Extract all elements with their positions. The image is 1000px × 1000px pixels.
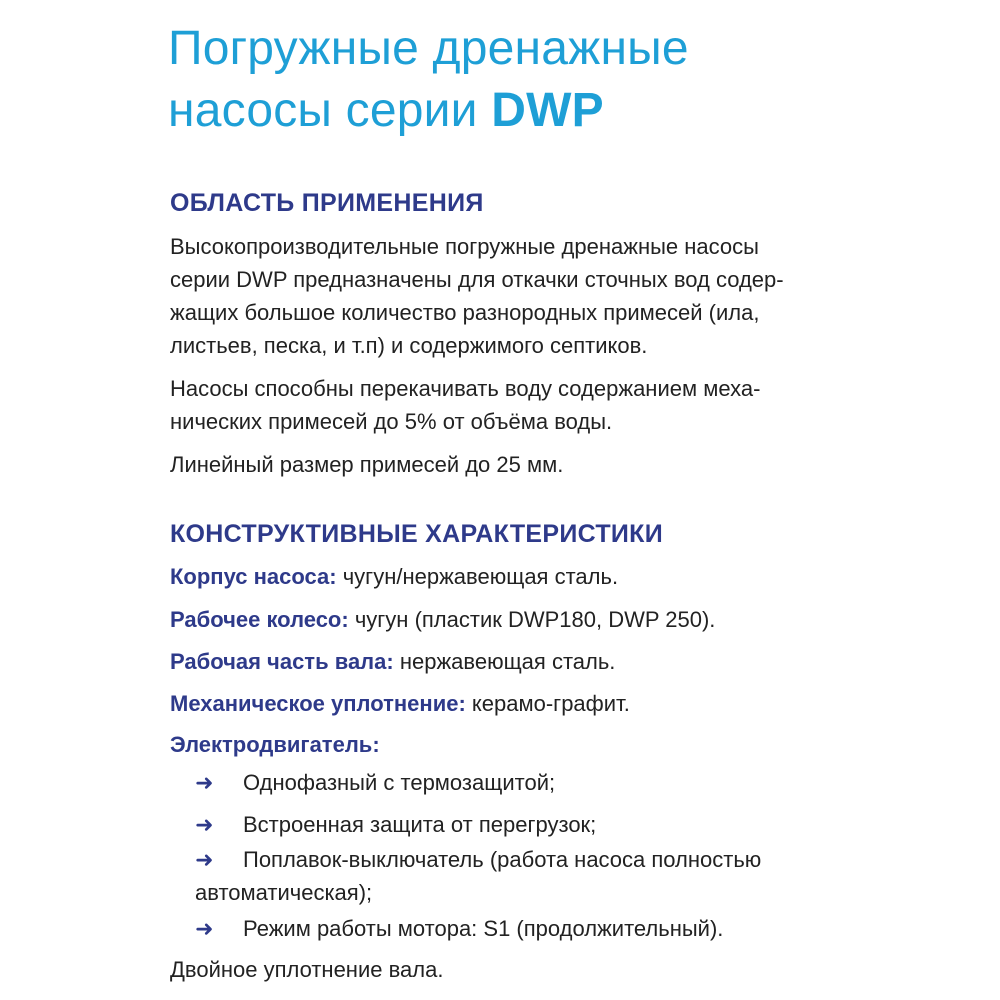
spec-value: керамо-графит. [465,691,630,716]
paragraph-line: нических примесей до 5% от объёма воды. [170,409,613,434]
paragraph-line: Линейный размер примесей до 25 мм. [170,452,564,477]
motor-feature-text-continued: автоматическая); [195,880,373,905]
application-heading: ОБЛАСТЬ ПРИМЕНЕНИЯ [170,189,484,217]
arrow-right-icon: ➜ [195,812,214,837]
motor-feature-text: Поплавок-выключатель (работа насоса полностью [243,847,762,872]
paragraph-line: Насосы способны перекачивать воду содержанием меха- [170,376,761,401]
application-paragraph-1 [170,230,970,362]
spec-label: Рабочая часть вала: [170,649,394,674]
arrow-right-icon: ➜ [195,770,214,795]
arrow-right-icon: ➜ [195,847,214,872]
motor-feature-item [195,843,895,909]
paragraph-line: Высокопроизводительные погружные дренажные насосы [170,234,759,259]
motor-feature-text: Встроенная защита от перегрузок; [243,812,597,837]
title-series-name: DWP [491,84,604,137]
paragraph-line: листьев, песка, и т.п) и содержимого септиков. [170,333,648,358]
title-line-1: Погружные дренажные [168,22,689,75]
spec-label: Механическое уплотнение: [170,691,466,716]
motor-feature-text: Режим работы мотора: S1 (продолжительный). [243,916,724,941]
design-heading: КОНСТРУКТИВНЫЕ ХАРАКТЕРИСТИКИ [170,520,664,548]
spec-value: чугун/нержавеющая сталь. [336,564,619,589]
spec-impeller [170,605,970,635]
application-paragraph-3 [170,448,970,481]
spec-label: Электродвигатель: [170,732,380,757]
design-footer-note: Двойное уплотнение вала. [170,957,444,982]
spec-value: нержавеющая сталь. [393,649,616,674]
paragraph-line: жащих большое количество разнородных примесей (ила, [170,300,760,325]
motor-feature-item [195,766,895,799]
motor-feature-text: Однофазный с термозащитой; [243,770,556,795]
spec-label: Корпус насоса: [170,564,337,589]
spec-pump-body [170,562,970,592]
spec-value: чугун (пластик DWP180, DWP 250). [348,607,716,632]
spec-label: Рабочее колесо: [170,607,349,632]
title-line-2-prefix: насосы серии [168,84,492,137]
arrow-right-icon: ➜ [195,916,214,941]
paragraph-line: серии DWP предназначены для откачки сточных вод содер- [170,267,784,292]
motor-feature-item [195,808,895,841]
spec-shaft [170,647,970,677]
spec-motor [170,730,970,760]
page-title [168,18,968,142]
application-paragraph-2 [170,372,970,438]
spec-mechanical-seal [170,689,970,719]
motor-feature-item [195,912,895,945]
